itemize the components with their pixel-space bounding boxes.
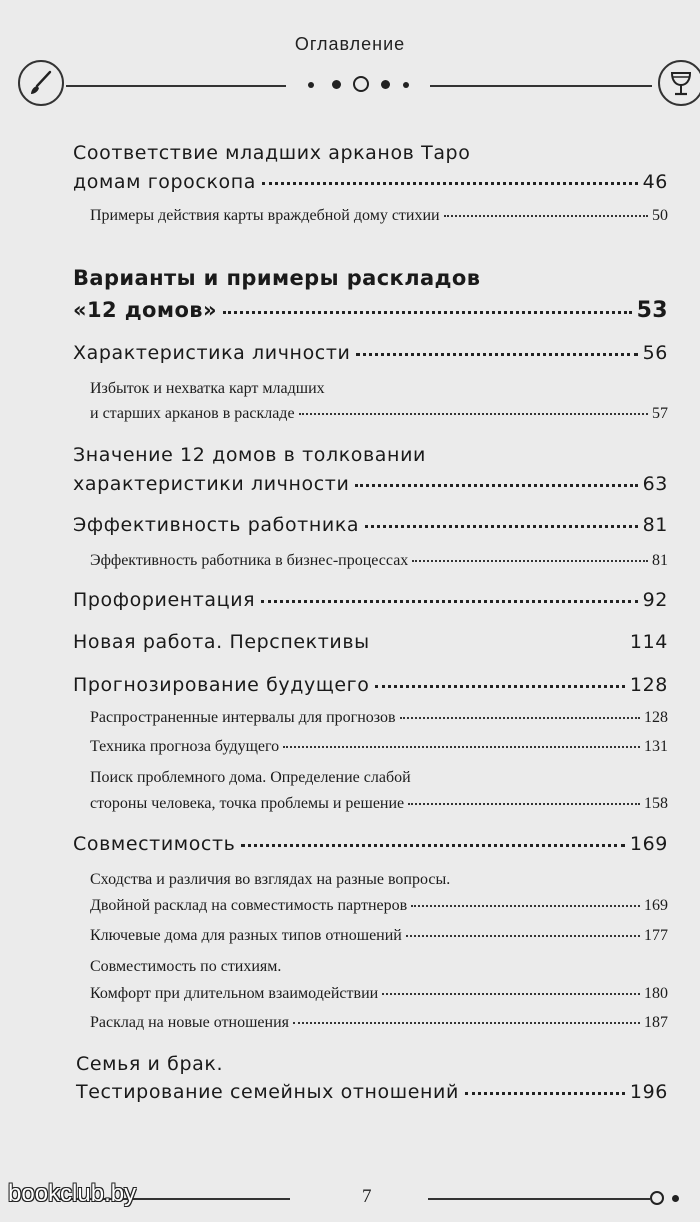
toc-entry[interactable]	[73, 298, 668, 323]
dot-leader	[355, 484, 637, 487]
toc-entry-label: характеристики личности	[73, 473, 350, 495]
toc-subentry-label: и старших арканов в раскладе	[90, 405, 295, 422]
toc-entry[interactable]	[73, 473, 668, 495]
toc-entry-label: Тестирование семейных отношений	[76, 1081, 459, 1103]
page-number: 114	[629, 631, 668, 653]
page-number: 53	[636, 298, 668, 323]
toc-subentry[interactable]	[90, 1014, 668, 1032]
toc-entry-label: «12 домов»	[73, 298, 217, 322]
dot-leader	[412, 560, 648, 562]
page-number: 169	[644, 897, 668, 914]
dot-leader	[299, 413, 648, 415]
toc-section-title: Варианты и примеры раскладов	[73, 266, 481, 290]
page-number: 158	[644, 795, 668, 812]
page-number: 128	[644, 709, 668, 726]
toc-subentry-label: Эффективность работника в бизнес-процессах	[90, 552, 409, 569]
dot-leader	[262, 182, 638, 185]
dot-leader	[356, 353, 637, 356]
header-rule-right	[430, 85, 652, 87]
toc-subentry[interactable]	[90, 738, 668, 756]
page-number: 169	[629, 833, 668, 855]
dot-leader	[400, 717, 640, 719]
toc-subentry[interactable]	[90, 207, 668, 225]
toc-entry[interactable]	[73, 631, 668, 653]
page-title: Оглавление	[294, 34, 406, 54]
toc-subentry[interactable]	[90, 927, 668, 945]
toc-subentry[interactable]	[90, 897, 668, 915]
toc-subentry[interactable]	[90, 709, 668, 727]
toc-subentry[interactable]	[90, 405, 668, 423]
page-number: 81	[642, 514, 668, 536]
toc-entry[interactable]	[76, 1081, 668, 1103]
toc-subentry-line: Избыток и нехватка карт младших	[90, 380, 325, 397]
toc-entry-label: Характеристика личности	[73, 342, 351, 364]
toc-entry-label: Прогнозирование будущего	[73, 674, 370, 696]
toc-subentry-line: Совместимость по стихиям.	[90, 958, 282, 975]
toc-subentry-line: Поиск проблемного дома. Определение слабой	[90, 769, 411, 786]
toc-subentry[interactable]	[90, 552, 668, 570]
page-number: 81	[652, 552, 668, 569]
toc-entry-label: Новая работа. Перспективы	[73, 631, 370, 653]
toc-entry[interactable]	[73, 833, 668, 855]
toc-entry-label: Профориентация	[73, 589, 256, 611]
toc-entry[interactable]	[73, 342, 668, 364]
page-number: 177	[644, 927, 668, 944]
toc-section-title: Семья и брак.	[76, 1053, 224, 1075]
toc-entry[interactable]	[73, 171, 668, 193]
toc-subentry-label: Двойной расклад на совместимость партнеров	[90, 897, 408, 914]
page-number: 50	[652, 207, 668, 224]
toc-entry[interactable]	[73, 514, 668, 536]
watermark: bookclub.by	[8, 1180, 137, 1207]
toc-subentry-label: Комфорт при длительном взаимодействии	[90, 985, 379, 1002]
dot-leader	[444, 215, 648, 217]
page-number: 56	[642, 342, 668, 364]
toc-entry-label: Совместимость	[73, 833, 236, 855]
dot-leader	[406, 935, 640, 937]
chalice-icon	[658, 60, 700, 106]
dot-leader	[241, 844, 624, 847]
toc-entry[interactable]	[73, 674, 668, 696]
brush-icon	[18, 60, 64, 106]
page-number: 187	[644, 1014, 668, 1031]
toc-subentry[interactable]	[90, 985, 668, 1003]
page-number: 180	[644, 985, 668, 1002]
page-number: 128	[629, 674, 668, 696]
toc-section-title: Значение 12 домов в толковании	[73, 444, 426, 466]
dot-leader	[382, 993, 640, 995]
dot-leader	[223, 311, 632, 314]
toc-entry-label: домам гороскопа	[73, 171, 257, 193]
page-number: 46	[642, 171, 668, 193]
page-number: 92	[642, 589, 668, 611]
dot-leader	[376, 642, 625, 645]
page-number: 131	[644, 738, 668, 755]
footer-rule-right	[428, 1198, 650, 1200]
toc-entry-label: Эффективность работника	[73, 514, 360, 536]
toc-subentry-line: Сходства и различия во взглядах на разные вопросы.	[90, 871, 451, 888]
dot-leader	[408, 803, 640, 805]
toc-subentry-label: Примеры действия карты враждебной дому стихии	[90, 207, 440, 224]
footer-page-number: 7	[362, 1186, 372, 1207]
dot-leader	[293, 1022, 640, 1024]
footer-ring-ornament	[650, 1191, 664, 1205]
footer-dot-ornament	[672, 1195, 679, 1202]
dot-leader	[375, 685, 625, 688]
dot-leader	[365, 525, 637, 528]
dot-leader	[283, 746, 640, 748]
toc-section-title: Соответствие младших арканов Таро	[73, 142, 471, 164]
page-number: 57	[652, 405, 668, 422]
toc-subentry-label: Расклад на новые отношения	[90, 1014, 289, 1031]
toc-subentry[interactable]	[90, 795, 668, 813]
toc-subentry-label: Техника прогноза будущего	[90, 738, 280, 755]
dot-leader	[411, 905, 640, 907]
toc-subentry-label: Распространенные интервалы для прогнозов	[90, 709, 396, 726]
dot-leader	[465, 1092, 625, 1095]
toc-subentry-label: стороны человека, точка проблемы и решение	[90, 795, 405, 812]
dot-leader	[261, 600, 637, 603]
toc-subentry-label: Ключевые дома для разных типов отношений	[90, 927, 402, 944]
header-rule-left	[66, 85, 286, 87]
page-number: 63	[642, 473, 668, 495]
toc-entry[interactable]	[73, 589, 668, 611]
header-ornament	[302, 72, 414, 96]
page-number: 196	[629, 1081, 668, 1103]
